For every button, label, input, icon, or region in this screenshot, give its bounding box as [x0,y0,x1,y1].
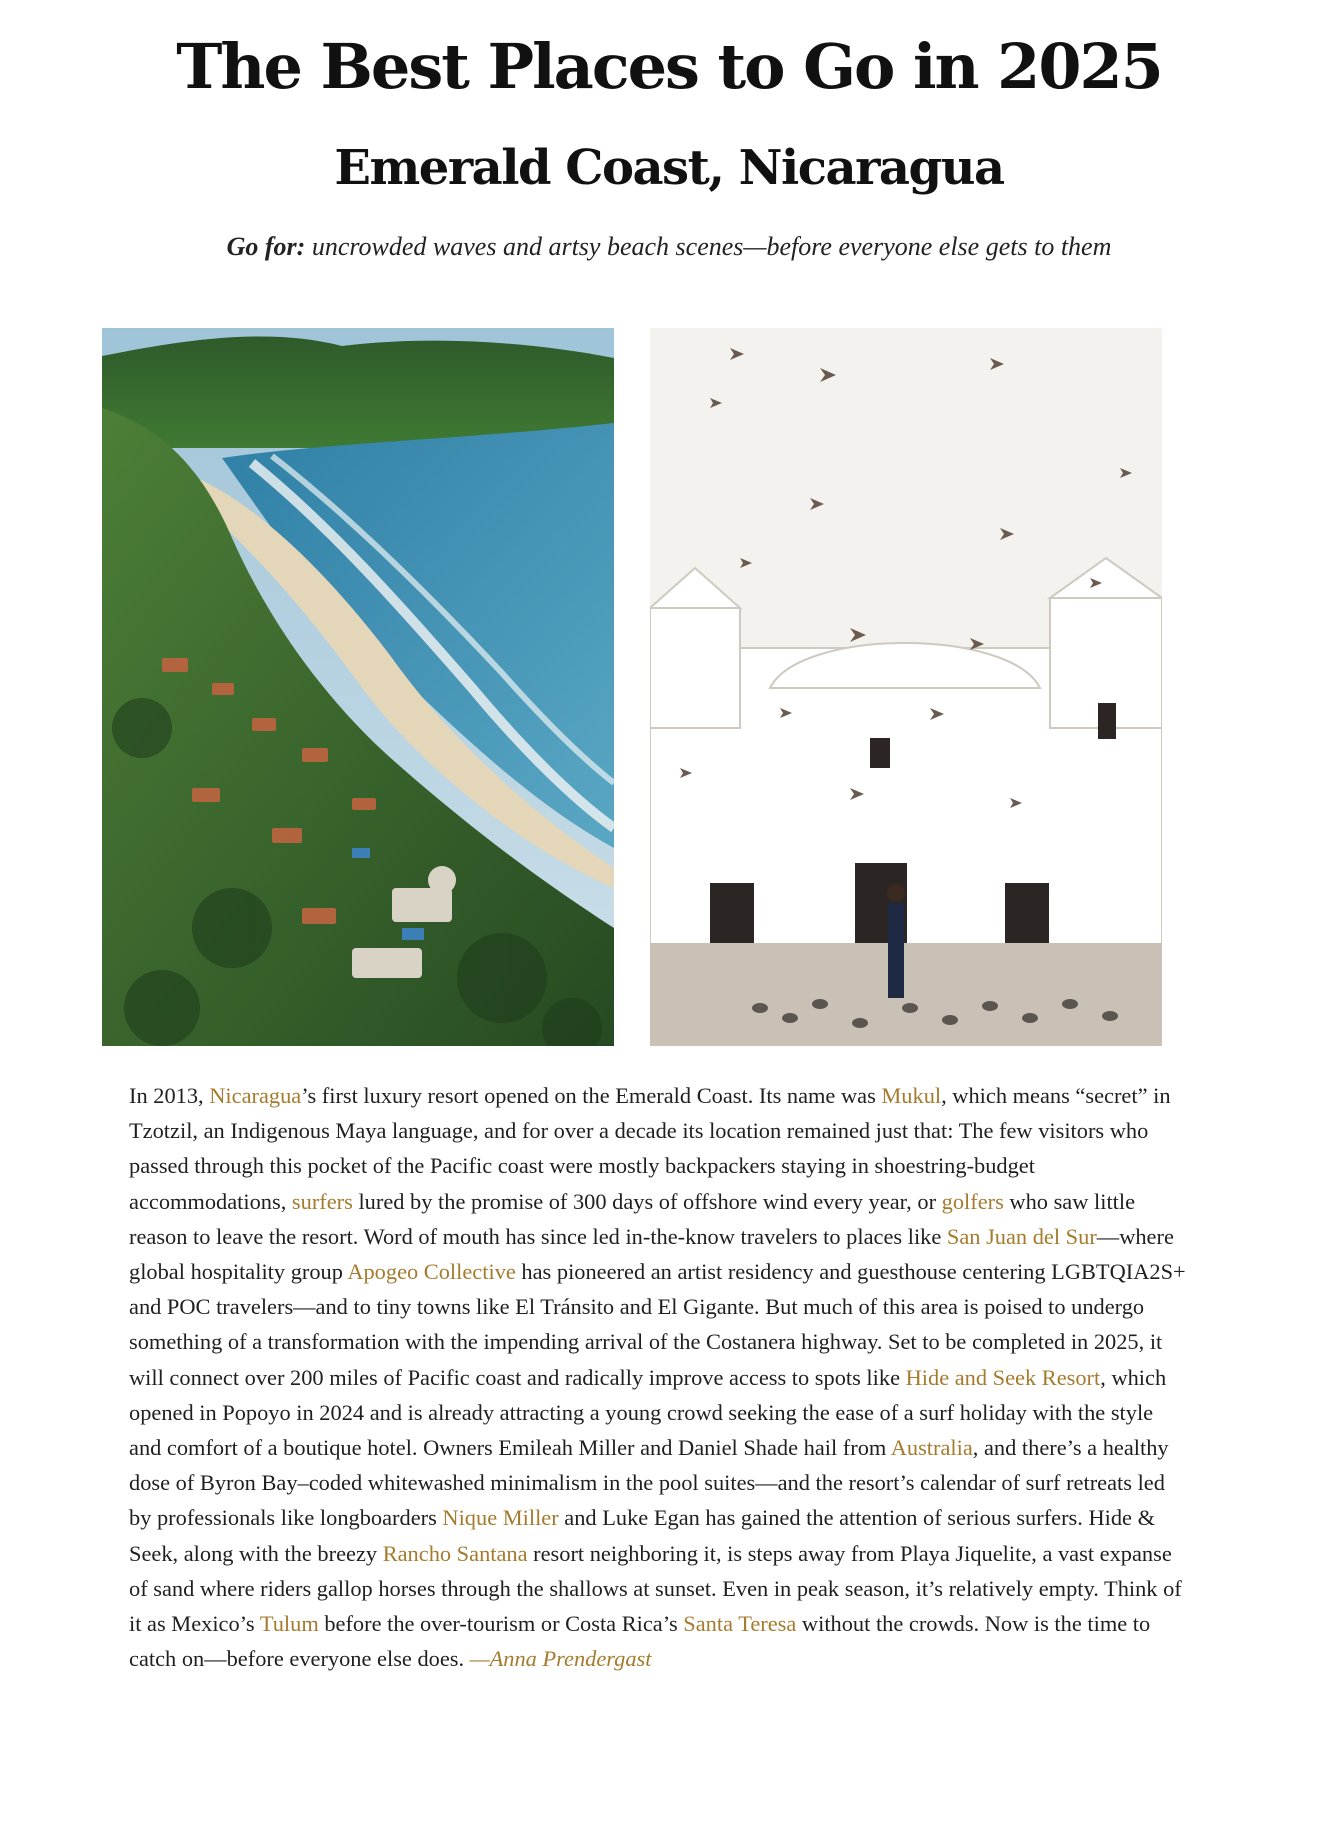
article-link[interactable]: Tulum [259,1611,319,1637]
article-link[interactable]: surfers [291,1188,353,1214]
article-text: In 2013, [129,1083,210,1108]
article-text: before the over-tourism or Costa Rica’s [318,1611,684,1637]
article-link[interactable]: Santa Teresa [683,1611,797,1637]
article-text: has pioneered an artist residency and guesthouse centering LGBTQIA2S+ and POC travelers—and to tiny towns like El Tránsito and El Gigante. But much of this area is poised to undergo something of a transformation with the impending arrival of the Costanera highway. Set to be completed in 2025, it will connect over 200 miles of Pacific coast and radically improve access to spots like [129,1259,1186,1390]
article-text: resort neighboring it, is steps away from Playa Jiquelite, a vast expanse of sand where riders gallop horses through the shallows at sunset. Even in peak season, it’s relatively empty. Think of it as Mexico’s [129,1540,1182,1637]
article-link[interactable]: Australia [890,1435,973,1461]
article-link[interactable]: Apogeo Collective [347,1259,516,1285]
article-link[interactable]: Nicaragua [209,1083,302,1108]
article-text: —where global hospitality group [129,1223,1174,1285]
article-link[interactable]: Nique Miller [442,1505,559,1531]
section-title: Emerald Coast, Nicaragua [334,140,1004,196]
article-link[interactable]: Mukul [881,1083,942,1108]
article-text: ’s first luxury resort opened on the Emerald Coast. Its name was [301,1083,882,1108]
go-for-text: uncrowded waves and artsy beach scenes—before everyone else gets to them [311,232,1112,261]
author-byline: —Anna Prendergast [469,1646,652,1672]
coast-aerial-photo [102,328,614,1046]
article-text: , which means “secret” in Tzotzil, an Indigenous Maya language, and for over a decade its location remained just that: The few visitors who passed through this pocket of the Pacific coast were mostly backpackers staying in shoestring-budget accommodations, [129,1083,1171,1214]
article-link[interactable]: Hide and Seek Resort [905,1364,1101,1390]
article-link[interactable]: San Juan del Sur [946,1223,1097,1249]
article-link[interactable]: golfers [941,1188,1004,1214]
article-link[interactable]: Rancho Santana [382,1540,528,1566]
go-for-label: Go for: [226,232,306,261]
page-title: The Best Places to Go in 2025 [176,30,1162,103]
article-text: and Luke Egan has gained the attention of serious surfers. Hide & Seek, along with the breezy [129,1505,1155,1566]
article-text: , and there’s a healthy dose of Byron Bay–coded whitewashed minimalism in the pool suites—and the resort’s calendar of surf retreats led by professionals like longboarders [129,1435,1169,1531]
cathedral-pigeons-photo [650,328,1162,1046]
article-text: , which opened in Popoyo in 2024 and is already attracting a young crowd seeking the ease of a surf holiday with the style and comfort of a boutique hotel. Owners Emileah Miller and Daniel Shade hail from [129,1364,1167,1461]
article-text: who saw little reason to leave the resort. Word of mouth has since led in-the-know travelers to places like [129,1188,1136,1249]
article-body [129,1078,1189,1676]
article-text: lured by the promise of 300 days of offshore wind every year, or [352,1188,942,1214]
article-text: without the crowds. Now is the time to catch on—before everyone else does. [129,1611,1151,1672]
go-for-tagline [0,232,1338,262]
